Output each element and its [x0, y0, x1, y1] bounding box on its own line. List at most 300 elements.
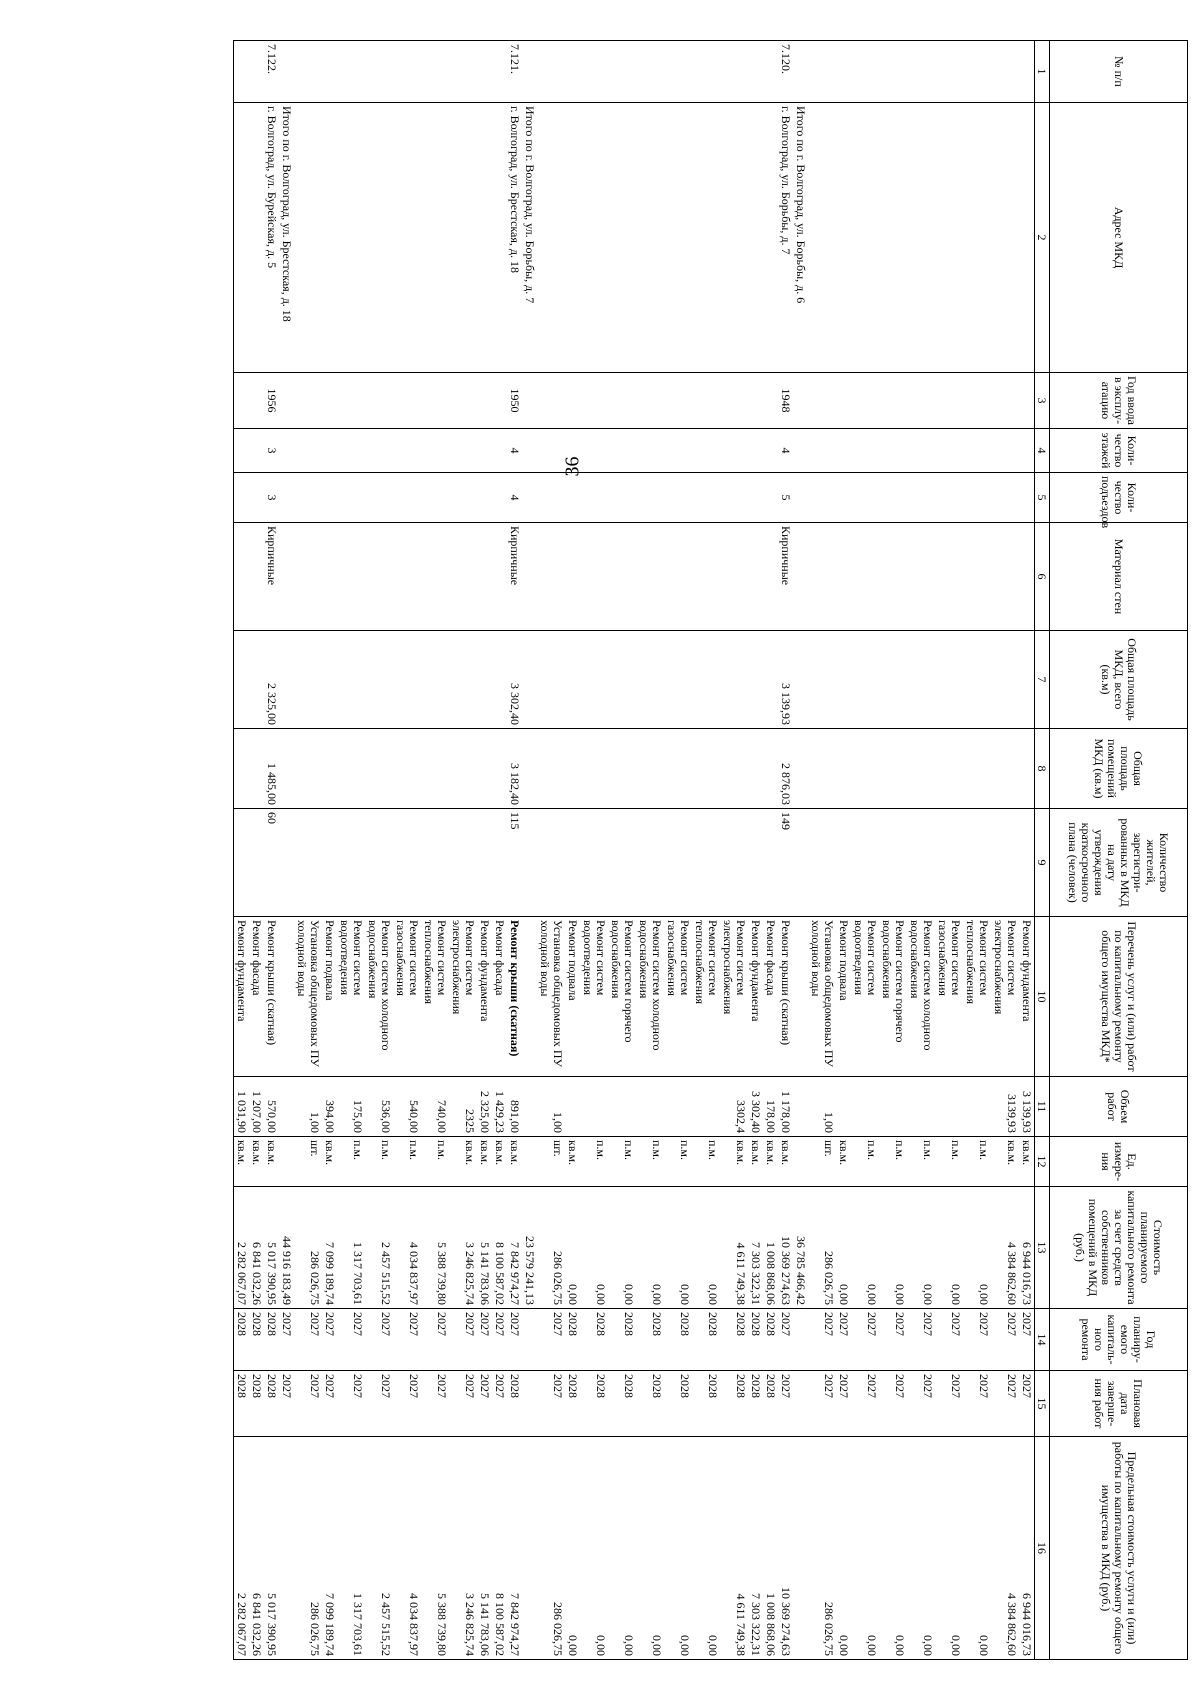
cell-col-10: Ремонт систем водоотведения — [337, 917, 365, 1077]
cell-col-3 — [249, 373, 264, 429]
cell-col-4 — [580, 429, 608, 473]
cell-col-7 — [522, 631, 537, 729]
cell-col-9 — [763, 809, 778, 917]
cell-col-14 — [522, 1309, 537, 1371]
cell-col-9 — [851, 809, 879, 917]
cell-col-16: 4 611 749,38 — [720, 1437, 748, 1660]
cell-col-3 — [294, 373, 322, 429]
cell-col-7 — [279, 631, 294, 729]
table-row — [565, 41, 580, 1660]
cell-col-1 — [720, 41, 748, 103]
cell-col-16: 4 034 837,97 — [393, 1437, 421, 1660]
table-row — [234, 41, 250, 1660]
cell-col-10: Ремонт систем теплоснабжения — [963, 917, 991, 1077]
cell-col-15: 2028 — [748, 1371, 763, 1437]
cell-col-15: 2027 — [991, 1371, 1019, 1437]
cell-col-16: 0,00 — [565, 1437, 580, 1660]
cell-col-2 — [963, 103, 991, 373]
cell-col-11 — [565, 1077, 580, 1137]
cell-col-15: 2027 — [963, 1371, 991, 1437]
cell-col-2: Итого по г. Волгоград, ул. Борьбы, д. 7 — [522, 103, 537, 373]
cell-col-9 — [279, 809, 294, 917]
cell-col-16: 0,00 — [836, 1437, 851, 1660]
cell-col-15: 2027 — [421, 1371, 449, 1437]
cell-col-8 — [879, 729, 907, 809]
cell-col-13: 7 099 189,74 — [322, 1187, 337, 1309]
cell-col-6 — [249, 523, 264, 631]
cell-col-16: 0,00 — [580, 1437, 608, 1660]
table-row — [264, 41, 279, 1660]
cell-col-14: 2028 — [580, 1309, 608, 1371]
cell-col-12: кв.м. — [449, 1137, 477, 1187]
cell-col-3 — [748, 373, 763, 429]
cell-col-12: п.м. — [608, 1137, 636, 1187]
cell-col-1 — [234, 41, 250, 103]
column-number: 5 — [1035, 473, 1050, 523]
table-row — [991, 41, 1019, 1660]
cell-col-8 — [421, 729, 449, 809]
cell-col-15: 2028 — [507, 1371, 522, 1437]
cell-col-1 — [421, 41, 449, 103]
cell-col-6 — [793, 523, 808, 631]
cell-col-12: шт. — [294, 1137, 322, 1187]
cell-col-2 — [249, 103, 264, 373]
cell-col-10: Ремонт крыши (скатная) — [778, 917, 793, 1077]
cell-col-6 — [449, 523, 477, 631]
cell-col-9 — [492, 809, 507, 917]
cell-col-13: 10 369 274,63 — [778, 1187, 793, 1309]
cell-col-3 — [537, 373, 565, 429]
cell-col-13: 5 388 739,80 — [421, 1187, 449, 1309]
cell-col-12: кв.м. — [748, 1137, 763, 1187]
cell-col-13: 0,00 — [636, 1187, 664, 1309]
header-cell: Общая площадь МКД, всего (кв.м) — [1050, 631, 1188, 729]
cell-col-9 — [991, 809, 1019, 917]
cell-col-10: Ремонт систем холодного водоснабжения — [365, 917, 393, 1077]
table-row — [449, 41, 477, 1660]
cell-col-10: Ремонт подвала — [565, 917, 580, 1077]
header-cell: Год ввода в эксплу-атацию — [1050, 373, 1188, 429]
cell-col-7 — [337, 631, 365, 729]
cell-col-15: 2027 — [322, 1371, 337, 1437]
cell-col-11 — [692, 1077, 720, 1137]
cell-col-1: 7.121. — [507, 41, 522, 103]
cell-col-1: 7.120. — [778, 41, 793, 103]
cell-col-14: 2027 — [322, 1309, 337, 1371]
cell-col-7 — [991, 631, 1019, 729]
cell-col-1 — [836, 41, 851, 103]
cell-col-6 — [279, 523, 294, 631]
cell-col-11 — [793, 1077, 808, 1137]
cell-col-14: 2027 — [507, 1309, 522, 1371]
cell-col-13: 3 246 825,74 — [449, 1187, 477, 1309]
cell-col-2 — [365, 103, 393, 373]
cell-col-9 — [537, 809, 565, 917]
cell-col-10: Ремонт фундамента — [477, 917, 492, 1077]
cell-col-11: 178,00 — [763, 1077, 778, 1137]
cell-col-10: Ремонт систем газоснабжения — [935, 917, 963, 1077]
cell-col-1 — [851, 41, 879, 103]
cell-col-8 — [249, 729, 264, 809]
cell-col-1 — [537, 41, 565, 103]
cell-col-1 — [522, 41, 537, 103]
cell-col-8 — [991, 729, 1019, 809]
cell-col-11: 1,00 — [808, 1077, 836, 1137]
cell-col-12: кв.м. — [234, 1137, 250, 1187]
cell-col-12: кв.м. — [264, 1137, 279, 1187]
cell-col-13: 0,00 — [565, 1187, 580, 1309]
cell-col-7 — [692, 631, 720, 729]
cell-col-16: 286 026,75 — [537, 1437, 565, 1660]
cell-col-13: 0,00 — [879, 1187, 907, 1309]
header-cell: Год планиру-емого капиталь-ного ремонта — [1050, 1309, 1188, 1371]
cell-col-10 — [793, 917, 808, 1077]
cell-col-8 — [565, 729, 580, 809]
cell-col-3 — [365, 373, 393, 429]
header-cell: Предельная стоимость услуги и (или) работы по капитальному ремонту общего имущества в МКД (руб.) — [1050, 1437, 1188, 1660]
cell-col-7 — [608, 631, 636, 729]
cell-col-1 — [322, 41, 337, 103]
cell-col-14: 2028 — [234, 1309, 250, 1371]
table-row — [294, 41, 322, 1660]
cell-col-15: 2028 — [664, 1371, 692, 1437]
cell-col-3 — [851, 373, 879, 429]
cell-col-8 — [1019, 729, 1035, 809]
cell-col-1 — [793, 41, 808, 103]
table-row — [249, 41, 264, 1660]
cell-col-16: 3 246 825,74 — [449, 1437, 477, 1660]
cell-col-16: 286 026,75 — [808, 1437, 836, 1660]
cell-col-4 — [337, 429, 365, 473]
cell-col-6 — [851, 523, 879, 631]
cell-col-9 — [963, 809, 991, 917]
cell-col-3 — [421, 373, 449, 429]
cell-col-15: 2027 — [778, 1371, 793, 1437]
cell-col-1 — [477, 41, 492, 103]
cell-col-6 — [879, 523, 907, 631]
cell-col-10: Установка общедомовых ПУ холодной воды — [808, 917, 836, 1077]
cell-col-12: шт. — [537, 1137, 565, 1187]
cell-col-9 — [608, 809, 636, 917]
cell-col-14: 2028 — [748, 1309, 763, 1371]
cell-col-14: 2027 — [449, 1309, 477, 1371]
table-row — [365, 41, 393, 1660]
cell-col-13: 4 611 749,38 — [720, 1187, 748, 1309]
table-row — [692, 41, 720, 1660]
cell-col-2 — [636, 103, 664, 373]
cell-col-2: г. Волгоград, ул. Борьбы, д. 7 — [778, 103, 793, 373]
cell-col-1 — [763, 41, 778, 103]
cell-col-8 — [294, 729, 322, 809]
cell-col-5 — [664, 473, 692, 523]
cell-col-13: 7 842 974,27 — [507, 1187, 522, 1309]
cell-col-4 — [793, 429, 808, 473]
header-cell: Адрес МКД — [1050, 103, 1188, 373]
cell-col-6 — [492, 523, 507, 631]
cell-col-1: 7.122. — [264, 41, 279, 103]
cell-col-13: 44 916 183,49 — [279, 1187, 294, 1309]
table-row — [522, 41, 537, 1660]
repair-plan-table — [233, 40, 1188, 1660]
cell-col-11 — [907, 1077, 935, 1137]
cell-col-6 — [365, 523, 393, 631]
cell-col-4 — [836, 429, 851, 473]
cell-col-1 — [365, 41, 393, 103]
column-number: 13 — [1035, 1187, 1050, 1309]
cell-col-12: кв.м. — [720, 1137, 748, 1187]
cell-col-3 — [580, 373, 608, 429]
cell-col-3 — [720, 373, 748, 429]
cell-col-15: 2027 — [477, 1371, 492, 1437]
cell-col-6 — [322, 523, 337, 631]
cell-col-4 — [608, 429, 636, 473]
cell-col-14: 2028 — [763, 1309, 778, 1371]
cell-col-6 — [664, 523, 692, 631]
cell-col-7 — [365, 631, 393, 729]
cell-col-5 — [234, 473, 250, 523]
cell-col-14: 2028 — [249, 1309, 264, 1371]
cell-col-10: Ремонт крыши (скатная) — [507, 917, 522, 1077]
cell-col-15: 2028 — [692, 1371, 720, 1437]
cell-col-7 — [580, 631, 608, 729]
cell-col-14: 2027 — [537, 1309, 565, 1371]
table-row — [580, 41, 608, 1660]
cell-col-12: кв.м. — [322, 1137, 337, 1187]
cell-col-13: 2 457 515,52 — [365, 1187, 393, 1309]
cell-col-5 — [720, 473, 748, 523]
cell-col-15: 2027 — [393, 1371, 421, 1437]
cell-col-10: Ремонт фундамента — [748, 917, 763, 1077]
cell-col-14: 2027 — [365, 1309, 393, 1371]
cell-col-7 — [477, 631, 492, 729]
table-row — [507, 41, 522, 1660]
cell-col-5 — [522, 473, 537, 523]
cell-col-8 — [522, 729, 537, 809]
header-cell: Материал стен — [1050, 523, 1188, 631]
cell-col-7 — [907, 631, 935, 729]
cell-col-11: 740,00 — [421, 1077, 449, 1137]
cell-col-12: кв.м. — [836, 1137, 851, 1187]
cell-col-2 — [421, 103, 449, 373]
cell-col-8 — [279, 729, 294, 809]
cell-col-11 — [279, 1077, 294, 1137]
cell-col-8 — [907, 729, 935, 809]
cell-col-15: 2027 — [907, 1371, 935, 1437]
cell-col-12 — [793, 1137, 808, 1187]
column-number: 1 — [1035, 41, 1050, 103]
cell-col-1 — [393, 41, 421, 103]
cell-col-6 — [608, 523, 636, 631]
cell-col-8 — [851, 729, 879, 809]
cell-col-16 — [793, 1437, 808, 1660]
table-row — [477, 41, 492, 1660]
cell-col-11: 540,00 — [393, 1077, 421, 1137]
table-row — [664, 41, 692, 1660]
cell-col-5 — [836, 473, 851, 523]
cell-col-2 — [808, 103, 836, 373]
cell-col-8 — [337, 729, 365, 809]
cell-col-2 — [748, 103, 763, 373]
column-number: 4 — [1035, 429, 1050, 473]
column-number: 9 — [1035, 809, 1050, 917]
cell-col-7 — [836, 631, 851, 729]
cell-col-14: 2028 — [264, 1309, 279, 1371]
cell-col-7 — [763, 631, 778, 729]
cell-col-15: 2027 — [935, 1371, 963, 1437]
cell-col-3: 1948 — [778, 373, 793, 429]
cell-col-11: 3 302,40 — [748, 1077, 763, 1137]
cell-col-9 — [692, 809, 720, 917]
header-cell: Стоимость планируемого капитального ремонта за счет средств собственников помещений в МКД (руб.) — [1050, 1187, 1188, 1309]
cell-col-5 — [365, 473, 393, 523]
cell-col-3: 1956 — [264, 373, 279, 429]
cell-col-16: 6 841 032,26 — [249, 1437, 264, 1660]
cell-col-3 — [279, 373, 294, 429]
cell-col-14: 2028 — [692, 1309, 720, 1371]
cell-col-2 — [337, 103, 365, 373]
cell-col-13: 0,00 — [935, 1187, 963, 1309]
cell-col-5 — [565, 473, 580, 523]
cell-col-6 — [294, 523, 322, 631]
cell-col-11: 1 207,00 — [249, 1077, 264, 1137]
cell-col-15: 2027 — [337, 1371, 365, 1437]
cell-col-9: 149 — [778, 809, 793, 917]
cell-col-4 — [449, 429, 477, 473]
cell-col-10: Ремонт систем холодного водоснабжения — [907, 917, 935, 1077]
cell-col-1 — [907, 41, 935, 103]
cell-col-7: 3 302,40 — [507, 631, 522, 729]
cell-col-9 — [249, 809, 264, 917]
cell-col-11 — [963, 1077, 991, 1137]
cell-col-8 — [393, 729, 421, 809]
cell-col-16: 2 282 067,07 — [234, 1437, 250, 1660]
column-number: 14 — [1035, 1309, 1050, 1371]
cell-col-2 — [393, 103, 421, 373]
cell-col-14: 2027 — [1019, 1309, 1035, 1371]
cell-col-13: 0,00 — [580, 1187, 608, 1309]
cell-col-8: 2 876,03 — [778, 729, 793, 809]
cell-col-11 — [636, 1077, 664, 1137]
cell-col-2 — [294, 103, 322, 373]
cell-col-12: п.м. — [879, 1137, 907, 1187]
cell-col-5 — [337, 473, 365, 523]
cell-col-15: 2028 — [234, 1371, 250, 1437]
table-row — [720, 41, 748, 1660]
cell-col-5: 5 — [778, 473, 793, 523]
cell-col-12: кв.м. — [477, 1137, 492, 1187]
cell-col-7 — [393, 631, 421, 729]
cell-col-1 — [664, 41, 692, 103]
cell-col-8 — [935, 729, 963, 809]
cell-col-14: 2027 — [294, 1309, 322, 1371]
cell-col-5 — [249, 473, 264, 523]
cell-col-7 — [808, 631, 836, 729]
cell-col-1 — [808, 41, 836, 103]
cell-col-15: 2028 — [249, 1371, 264, 1437]
cell-col-7 — [421, 631, 449, 729]
cell-col-1 — [249, 41, 264, 103]
cell-col-2: Итого по г. Волгоград, ул. Брестская, д. 18 — [279, 103, 294, 373]
table-row — [963, 41, 991, 1660]
cell-col-13: 6 944 016,73 — [1019, 1187, 1035, 1309]
cell-col-14: 2027 — [421, 1309, 449, 1371]
cell-col-3 — [763, 373, 778, 429]
cell-col-7 — [879, 631, 907, 729]
cell-col-3 — [608, 373, 636, 429]
cell-col-14: 2028 — [636, 1309, 664, 1371]
cell-col-7: 3 139,93 — [778, 631, 793, 729]
table-body — [234, 41, 1035, 1660]
cell-col-3 — [322, 373, 337, 429]
header-cell: Количество жителей, зарегистри-рованных в МКД на дату утверждения краткосрочного плана (человек) — [1050, 809, 1188, 917]
cell-col-13: 6 841 032,26 — [249, 1187, 264, 1309]
cell-col-2 — [879, 103, 907, 373]
cell-col-2 — [322, 103, 337, 373]
cell-col-4 — [477, 429, 492, 473]
cell-col-3 — [492, 373, 507, 429]
cell-col-5 — [879, 473, 907, 523]
cell-col-11: 1 031,90 — [234, 1077, 250, 1137]
table-row — [935, 41, 963, 1660]
cell-col-2 — [537, 103, 565, 373]
cell-col-4 — [748, 429, 763, 473]
cell-col-15: 2027 — [879, 1371, 907, 1437]
cell-col-6 — [522, 523, 537, 631]
cell-col-1 — [337, 41, 365, 103]
table-row — [879, 41, 907, 1660]
cell-col-15 — [793, 1371, 808, 1437]
cell-col-9 — [907, 809, 935, 917]
cell-col-7 — [537, 631, 565, 729]
cell-col-6 — [907, 523, 935, 631]
column-number: 16 — [1035, 1437, 1050, 1660]
cell-col-4 — [249, 429, 264, 473]
cell-col-5 — [492, 473, 507, 523]
table-row — [808, 41, 836, 1660]
cell-col-12: п.м. — [664, 1137, 692, 1187]
cell-col-3 — [522, 373, 537, 429]
cell-col-4: 4 — [778, 429, 793, 473]
cell-col-5 — [449, 473, 477, 523]
cell-col-12: п.м. — [851, 1137, 879, 1187]
cell-col-8 — [537, 729, 565, 809]
cell-col-16: 1 008 868,06 — [763, 1437, 778, 1660]
cell-col-15 — [522, 1371, 537, 1437]
cell-col-8 — [664, 729, 692, 809]
cell-col-5 — [636, 473, 664, 523]
cell-col-8 — [492, 729, 507, 809]
cell-col-9 — [879, 809, 907, 917]
table-row — [279, 41, 294, 1660]
cell-col-16 — [522, 1437, 537, 1660]
cell-col-11: 3 139,93 — [1019, 1077, 1035, 1137]
cell-col-3 — [636, 373, 664, 429]
cell-col-16: 4 384 862,60 — [991, 1437, 1019, 1660]
cell-col-5 — [421, 473, 449, 523]
cell-col-5 — [1019, 473, 1035, 523]
cell-col-2 — [580, 103, 608, 373]
cell-col-1 — [1019, 41, 1035, 103]
cell-col-8 — [608, 729, 636, 809]
cell-col-2 — [449, 103, 477, 373]
cell-col-2 — [492, 103, 507, 373]
cell-col-3 — [808, 373, 836, 429]
cell-col-13: 4 034 837,97 — [393, 1187, 421, 1309]
cell-col-1 — [692, 41, 720, 103]
cell-col-11: 3302,4 — [720, 1077, 748, 1137]
cell-col-6 — [421, 523, 449, 631]
cell-col-4 — [522, 429, 537, 473]
